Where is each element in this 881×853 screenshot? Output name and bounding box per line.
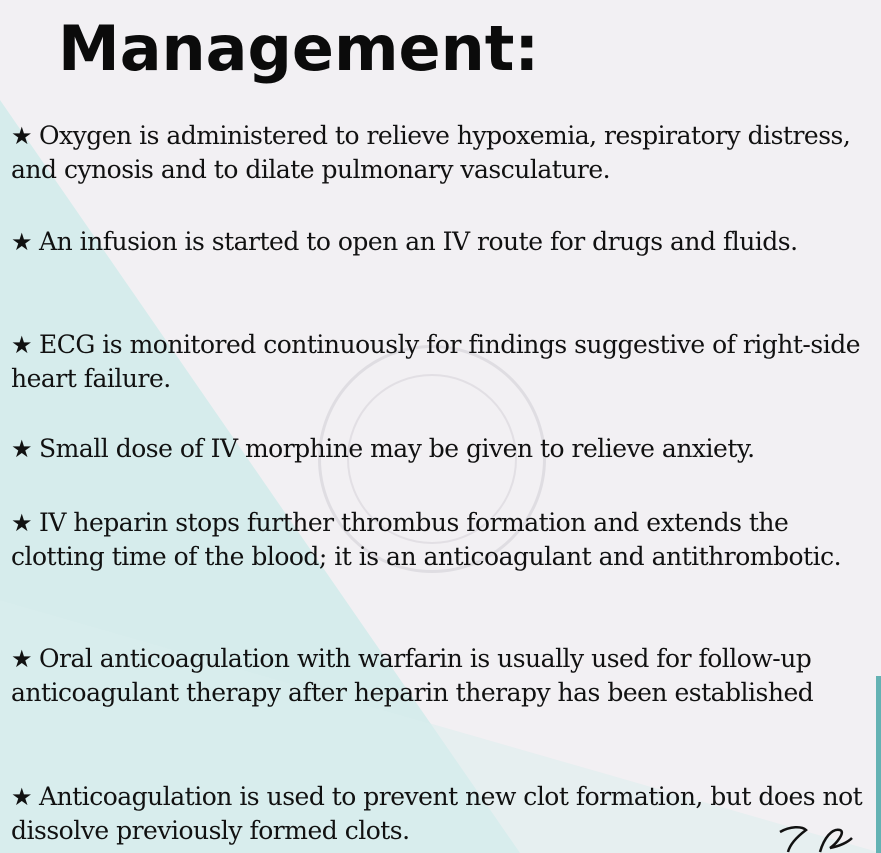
list-item-text: IV heparin stops further thrombus formation and extends the clotting time of the blood; it is an anticoagulant and antithrombotic. [11, 508, 842, 571]
list-item-oxygen [11, 119, 877, 186]
list-item-heparin [11, 506, 877, 573]
list-item-text: Oxygen is administered to relieve hypoxemia, respiratory distress, and cynosis and to dilate pulmonary vasculature. [11, 121, 851, 184]
list-item-anticoagulation [11, 780, 877, 847]
star-icon: ★ [11, 509, 33, 537]
list-item-morphine [11, 432, 877, 466]
list-item-text: Oral anticoagulation with warfarin is usually used for follow-up anticoagulant therapy after heparin therapy has been established [11, 644, 814, 707]
page-title: Management: [58, 12, 540, 85]
list-item-text: Anticoagulation is used to prevent new clot formation, but does not dissolve previously formed clots. [11, 782, 863, 845]
list-item-text: Small dose of IV morphine may be given to relieve anxiety. [39, 434, 755, 463]
list-item-infusion [11, 225, 877, 259]
star-icon: ★ [11, 122, 33, 150]
star-icon: ★ [11, 331, 33, 359]
accent-bar [876, 676, 881, 853]
star-icon: ★ [11, 645, 33, 673]
signature-mark [776, 818, 856, 853]
star-icon: ★ [11, 228, 33, 256]
star-icon: ★ [11, 435, 33, 463]
list-item-warfarin [11, 642, 877, 709]
list-item-text: ECG is monitored continuously for findings suggestive of right-side heart failure. [11, 330, 860, 393]
list-item-ecg [11, 328, 877, 395]
list-item-text: An infusion is started to open an IV route for drugs and fluids. [39, 227, 798, 256]
star-icon: ★ [11, 783, 33, 811]
